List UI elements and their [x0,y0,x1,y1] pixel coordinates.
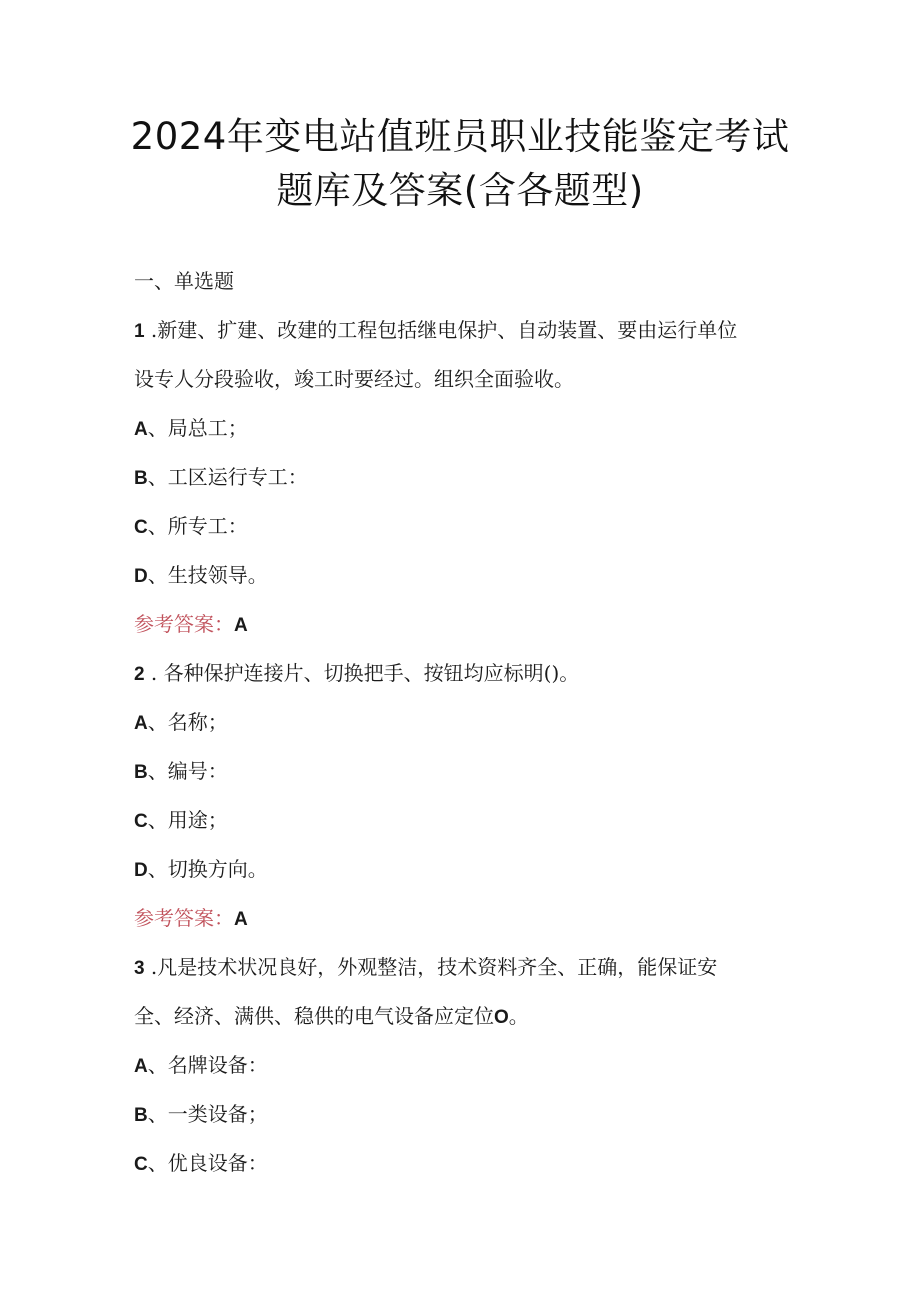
option-label: C [134,811,148,832]
option-text: 、一类设备； [147,1102,268,1126]
section-heading: 一、单选题 [134,269,234,293]
question-2-line-1 [134,663,579,684]
question-1-option-c [134,516,248,537]
question-text: .凡是技术状况良好，外观整洁，技术资料齐全、正确，能保证安 [144,955,718,979]
option-text: 、优良设备： [147,1151,268,1175]
option-label: A [134,419,148,440]
option-text: 、名称； [147,710,228,734]
option-text: 、工区运行专工： [147,465,308,489]
question-text-glyph: O [494,1007,509,1028]
question-2-option-c [134,810,228,831]
answer-label: 参考答案： [134,906,234,930]
option-label: B [134,1105,148,1126]
question-3-option-a [134,1055,268,1076]
document-title-line-1: 2024年变电站值班员职业技能鉴定考试 [130,115,790,158]
option-label: D [134,566,148,587]
question-3-line-1 [134,957,717,978]
question-text: 全、经济、满供、稳供的电气设备应定位 [134,1004,494,1028]
option-text: 、所专工： [147,514,248,538]
answer-value: A [234,615,248,636]
question-text: . 各种保护连接片、切换把手、按钮均应标明()。 [144,661,580,685]
question-1-line-1 [134,320,737,341]
question-1-option-d [134,565,268,586]
option-label: B [134,762,148,783]
question-3-option-c [134,1153,268,1174]
question-1-line-2: 设专人分段验收，竣工时要经过。组织全面验收。 [134,367,574,391]
option-label: C [134,1154,148,1175]
answer-value: A [234,909,248,930]
question-3-line-2 [134,1006,529,1027]
option-text: 、切换方向。 [147,857,268,881]
question-number: 1 [134,321,145,342]
answer-label: 参考答案： [134,612,234,636]
question-number: 3 [134,958,145,979]
question-3-option-b [134,1104,268,1125]
question-1-option-b [134,467,308,488]
option-text: 、编号： [147,759,228,783]
option-text: 、局总工； [147,416,248,440]
option-text: 、名牌设备： [147,1053,268,1077]
option-label: B [134,468,148,489]
option-label: C [134,517,148,538]
question-1-option-a [134,418,248,439]
question-text: .新建、扩建、改建的工程包括继电保护、自动装置、要由运行单位 [144,318,738,342]
question-1-answer [134,614,248,635]
option-text: 、生技领导。 [147,563,268,587]
document-title-line-2: 题库及答案(含各题型) [276,169,644,212]
option-label: A [134,713,148,734]
option-text: 、用途； [147,808,228,832]
question-number: 2 [134,664,145,685]
question-2-option-a [134,712,228,733]
question-2-option-d [134,859,268,880]
question-2-answer [134,908,248,929]
option-label: D [134,860,148,881]
question-text-end: 。 [508,1004,529,1028]
option-label: A [134,1056,148,1077]
question-2-option-b [134,761,228,782]
